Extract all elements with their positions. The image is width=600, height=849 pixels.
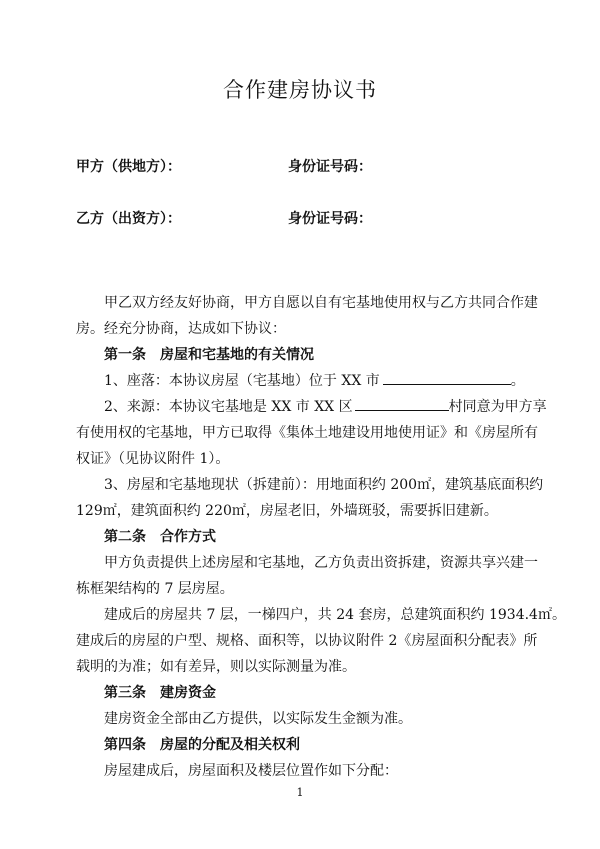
paragraph-line: 建房资金全部由乙方提供，以实际发生金额为准。: [104, 711, 412, 727]
clause-text: 1、座落：本协议房屋（宅基地）位于 XX 市: [104, 373, 380, 389]
fill-in-blank: [383, 371, 511, 385]
paragraph-line: 栋框架结构的 7 层房屋。: [76, 581, 234, 597]
paragraph-line: 有使用权的宅基地，甲方已取得《集体土地建设用地使用证》和《房屋所有: [76, 425, 538, 441]
article-heading: 第四条 房屋的分配及相关权利: [104, 737, 300, 753]
paragraph-line: 甲乙双方经友好协商，甲方自愿以自有宅基地使用权与乙方共同合作建: [104, 295, 538, 311]
paragraph-line: 3、房屋和宅基地现状（拆建前）：用地面积约 200㎡，建筑基底面积约: [104, 477, 544, 493]
fill-in-blank: [355, 397, 449, 411]
paragraph-line: 甲方负责提供上述房屋和宅基地，乙方负责出资拆建，资源共享兴建一: [104, 555, 538, 571]
party-a-label: 甲方（供地方）：: [76, 159, 181, 175]
paragraph-line: 载明的为准；如有差异，则以实际测量为准。: [76, 659, 356, 675]
page-number: 1: [296, 786, 304, 799]
paragraph-line: 建成后的房屋的户型、规格、面积等，以协议附件 2《房屋面积分配表》所: [76, 633, 538, 649]
clause-text: 村同意为甲方享: [448, 399, 547, 415]
paragraph-line: [104, 396, 547, 416]
document-title: 合作建房协议书: [223, 78, 377, 102]
paragraph-line: 房屋建成后，房屋面积及楼层位置作如下分配：: [104, 763, 398, 779]
party-a-id-label: 身份证号码：: [288, 159, 372, 175]
clause-text: 。: [510, 373, 525, 389]
paragraph-line: 129㎡，建筑面积约 220㎡，房屋老旧，外墙斑驳，需要拆旧建新。: [76, 503, 498, 519]
party-b-label: 乙方（出资方）：: [76, 211, 181, 227]
article-heading: 第一条 房屋和宅基地的有关情况: [104, 347, 314, 363]
paragraph-line: 权证》（见协议附件 1）。: [76, 451, 230, 467]
paragraph-line: [104, 370, 525, 390]
article-heading: 第二条 合作方式: [104, 529, 216, 545]
party-b-id-label: 身份证号码：: [288, 211, 372, 227]
clause-text: 2、来源：本协议宅基地是 XX 市 XX 区: [104, 399, 353, 415]
article-heading: 第三条 建房资金: [104, 685, 216, 701]
paragraph-line: 房。经充分协商，达成如下协议：: [76, 321, 286, 337]
paragraph-line: 建成后的房屋共 7 层，一梯四户，共 24 套房，总建筑面积约 1934.4㎡。: [104, 607, 566, 623]
